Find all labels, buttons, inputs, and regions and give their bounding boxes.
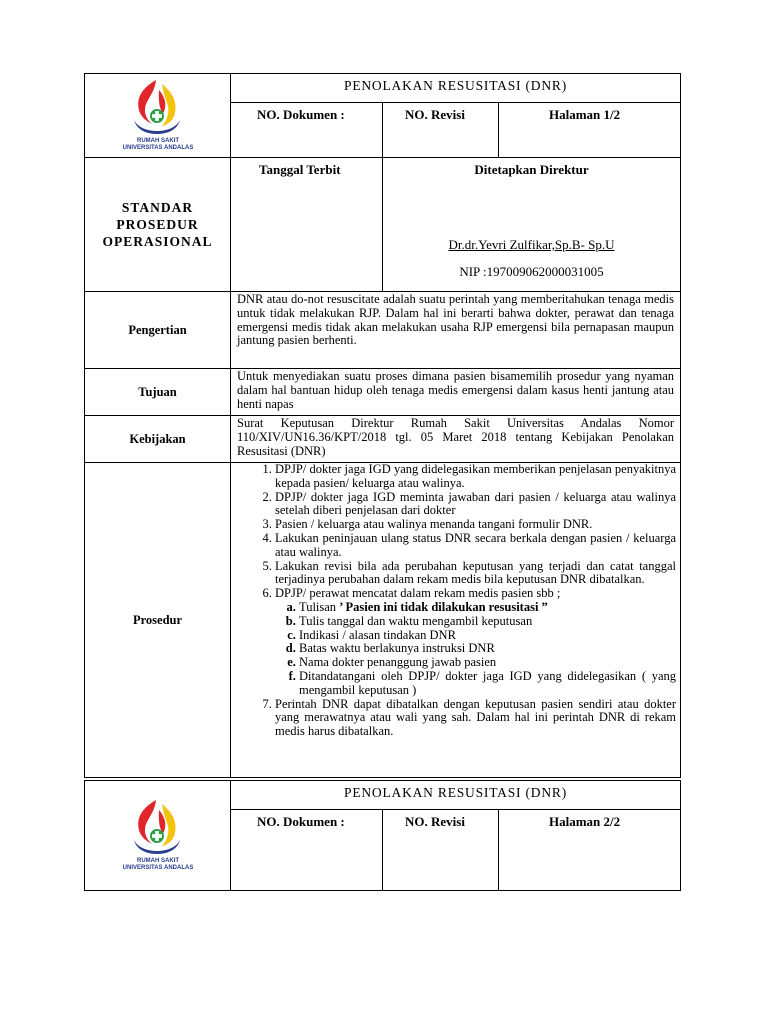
substep-a — [299, 601, 676, 615]
sop-table-page-2 — [84, 780, 681, 891]
prosedur-label: Prosedur — [85, 463, 231, 778]
hospital-logo-icon — [112, 76, 204, 156]
hospital-logo-cell — [85, 74, 231, 158]
tujuan-text: Untuk menyediakan suatu proses dimana pasien bisamemilih prosedur yang nyaman dalam hal bantuan hidup oleh tenaga medis emergensi dalam kasus henti jantung atau henti napas — [231, 369, 681, 416]
logo-2-line-2: UNIVERSITAS ANDALAS — [122, 864, 193, 871]
sop-table-page-1 — [84, 73, 681, 778]
prosedur-list — [231, 463, 680, 739]
document-title: PENOLAKAN RESUSITASI (DNR) — [231, 74, 681, 103]
logo-line-2: UNIVERSITAS ANDALAS — [122, 144, 193, 151]
sop-line-1: STANDAR — [121, 200, 194, 215]
prosedur-step-2: 2. DPJP/ dokter jaga IGD meminta jawaban dari pasien / keluarga atau walinya setelah diberi penjelasan dari dokter — [275, 491, 680, 519]
substep-f: f. Ditandatangani oleh DPJP/ dokter jaga IGD yang didelegasikan ( yang mengambil keputusan ) — [299, 670, 676, 698]
substep-a-bold: ’ Pasien ini tidak dilakukan resusitasi ” — [339, 599, 548, 614]
logo-2-line-1: RUMAH SAKIT — [136, 857, 179, 864]
prosedur-step-6-text: DPJP/ perawat mencatat dalam rekam medis pasien sbb ; — [275, 586, 561, 601]
prosedur-step-4: 4. Lakukan peninjauan ulang status DNR secara berkala dengan pasien / keluarga atau walinya. — [275, 532, 680, 560]
hospital-logo-cell-2 — [85, 781, 231, 891]
prosedur-substep-list — [275, 601, 676, 698]
prosedur-step-6 — [275, 587, 680, 697]
halaman-label-2: Halaman 2/2 — [499, 810, 681, 891]
direktur-cell — [383, 158, 681, 292]
pengertian-label: Pengertian — [85, 292, 231, 369]
substep-b: b. Tulis tanggal dan waktu mengambil keputusan — [299, 615, 676, 629]
prosedur-cell — [231, 463, 681, 778]
pengertian-text: DNR atau do-not resuscitate adalah suatu perintah yang memberitahukan tenaga medis untuk tidak melakukan RJP. Dalam hal ini berarti bahwa dokter, perawat dan tenaga emergensi medis tidak akan melakukan usaha RJP emergensi bila pernapasan maupun jantung pasien berhenti. — [231, 292, 681, 369]
hospital-logo-icon-2 — [112, 796, 204, 876]
direktur-nip: NIP :197009062000031005 — [459, 264, 604, 279]
prosedur-step-5: 5. Lakukan revisi bila ada perubahan keputusan yang terjadi dan catat tanggal terjadinya perubahan dalam rekam medis bila keputusan DNR dibatalkan. — [275, 560, 680, 588]
no-dokumen-label: NO. Dokumen : — [231, 103, 383, 158]
prosedur-step-3: 3. Pasien / keluarga atau walinya menanda tangani formulir DNR. — [275, 518, 680, 532]
substep-a-prefix: Tulisan — [299, 599, 340, 614]
logo-line-1: RUMAH SAKIT — [136, 137, 179, 144]
kebijakan-text: Surat Keputusan Direktur Rumah Sakit Universitas Andalas Nomor 110/XIV/UN16.36/KPT/2018 tgl. 05 Maret 2018 tentang Kebijakan Penolakan Resusitasi (DNR) — [231, 416, 681, 463]
substep-c: c. Indikasi / alasan tindakan DNR — [299, 629, 676, 643]
no-revisi-label: NO. Revisi — [383, 103, 499, 158]
sop-line-2: PROSEDUR — [116, 217, 199, 232]
ditetapkan-label: Ditetapkan Direktur — [474, 162, 589, 177]
no-dokumen-label-2: NO. Dokumen : — [231, 810, 383, 891]
prosedur-step-7: 7. Perintah DNR dapat dibatalkan dengan keputusan pasien sendiri atau dokter yang merawatnya atau wali yang sah. Dalam hal ini perintah DNR di rekam medis harus dibatalkan. — [275, 698, 680, 739]
substep-e: e. Nama dokter penanggung jawab pasien — [299, 656, 676, 670]
no-revisi-label-2: NO. Revisi — [383, 810, 499, 891]
prosedur-step-1: 1. DPJP/ dokter jaga IGD yang didelegasikan memberikan penjelasan penyakitnya kepada pasien/ keluarga atau walinya. — [275, 463, 680, 491]
kebijakan-label: Kebijakan — [85, 416, 231, 463]
substep-d: d. Batas waktu berlakunya instruksi DNR — [299, 642, 676, 656]
document-title-2: PENOLAKAN RESUSITASI (DNR) — [231, 781, 681, 810]
tujuan-label: Tujuan — [85, 369, 231, 416]
direktur-name: Dr.dr.Yevri Zulfikar,Sp.B- Sp.U — [448, 237, 615, 252]
sop-label — [85, 158, 231, 292]
halaman-label: Halaman 1/2 — [499, 103, 681, 158]
tanggal-terbit-label: Tanggal Terbit — [231, 158, 383, 292]
sop-line-3: OPERASIONAL — [102, 234, 213, 249]
